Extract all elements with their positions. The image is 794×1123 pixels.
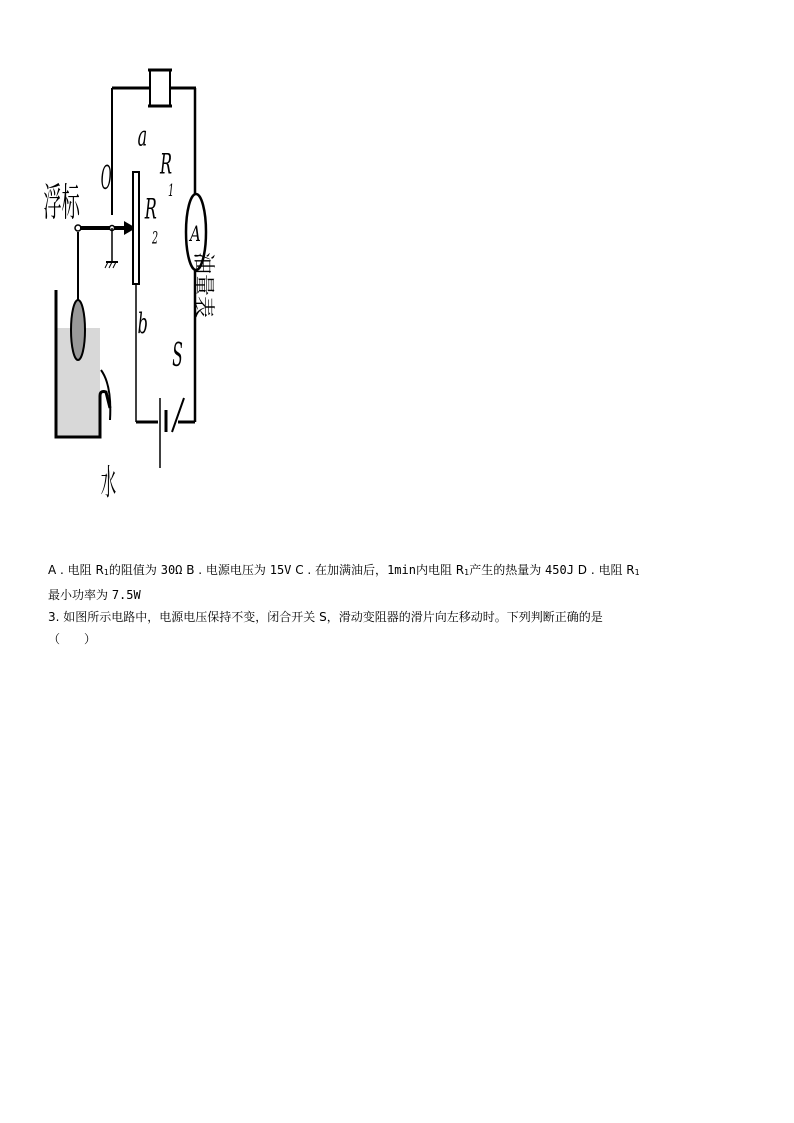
resistor-r2 (133, 172, 139, 284)
question3-blank: （ ） (48, 632, 97, 646)
option-a-mid: 的阻值为 (108, 563, 161, 577)
option-c-value: 450J (545, 563, 574, 577)
question2-options-line2 (48, 584, 752, 606)
question-text-block (48, 559, 752, 650)
option-d-sub: 1 (634, 568, 640, 577)
option-b-value: 15V (269, 563, 292, 577)
question2-options-line1 (48, 559, 752, 584)
water-label: 水 (100, 463, 117, 504)
option-d-value: 7.5W (111, 588, 141, 602)
terminal-b-label: b (137, 308, 148, 341)
option-d-line2: 最小功率为 (48, 588, 112, 602)
question3-number: 3. (48, 610, 60, 624)
option-c-time: 1min (387, 563, 416, 577)
resistor-r1-label: R (160, 149, 173, 181)
option-c-mid: 内电阻 R (415, 563, 465, 577)
option-b-prefix: B . 电源电压为 (182, 563, 270, 577)
question3-blank-line (48, 628, 752, 650)
resistor-r2-sub: 2 (152, 228, 159, 249)
terminal-a-label: a (137, 121, 148, 153)
pivot-label: O (100, 158, 112, 197)
switch-label: S (172, 336, 183, 375)
circuit-figure (0, 0, 794, 540)
option-c-prefix: C . 在加满油后， (291, 563, 388, 577)
option-c-suffix: 产生的热量为 (469, 563, 546, 577)
meter-label: 油量表 (190, 252, 215, 319)
float-ball (71, 300, 85, 360)
float-label: 浮标 (43, 181, 80, 227)
resistor-r2-label: R (144, 193, 157, 226)
switch-blade (172, 398, 184, 432)
question3-line (48, 606, 752, 628)
option-a-value: 30Ω (160, 563, 183, 577)
option-c-sub: 1 (464, 568, 470, 577)
option-a-prefix: A . 电阻 R (48, 563, 104, 577)
option-d-prefix: D . 电阻 R (573, 563, 635, 577)
resistor-r1 (150, 70, 170, 106)
question3-text: 如图所示电路中，电源电压保持不变，闭合开关 S，滑动变阻器的滑片向左移动时。下列判断正确的是 (59, 610, 603, 624)
resistor-r1-sub: 1 (168, 181, 175, 201)
ammeter-symbol: A (190, 222, 201, 247)
option-a-sub: 1 (103, 568, 109, 577)
